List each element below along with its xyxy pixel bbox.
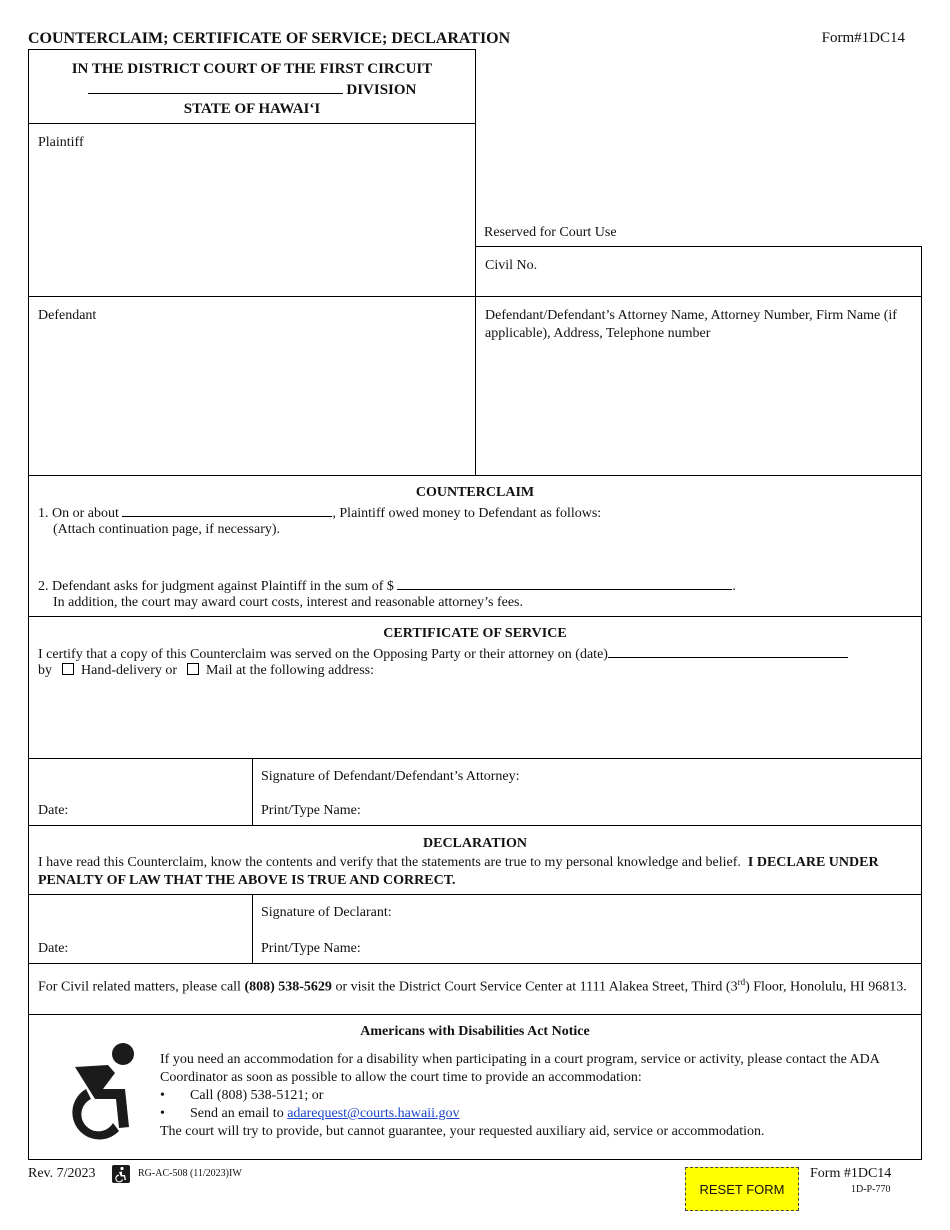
declaration-text: I have read this Counterclaim, know the contents and verify that the statements are true to my personal knowledge and belief. I DECLARE UNDER PENALTY OF LAW THAT THE ABOVE IS TRUE AND CORRECT. [38, 855, 879, 888]
counterclaim-item1: 1. On or about , Plaintiff owed money to Defendant as follows: [38, 503, 601, 523]
ada-notice-box [28, 1014, 922, 1160]
declaration-signature-box[interactable] [252, 894, 922, 964]
accessibility-small-icon [112, 1165, 130, 1183]
certificate-print-label: Print/Type Name: [261, 803, 361, 818]
form-code: RG-AC-508 (11/2023)IW [138, 1168, 242, 1179]
declaration-date-label: Date: [38, 941, 69, 956]
ada-intro: If you need an accommodation for a disability when participating in a court program, service or activity, please contact the ADA Coordinator as soon as possible to allow the court time to provide an accommodation: [160, 1052, 880, 1085]
hand-delivery-checkbox[interactable] [62, 663, 74, 675]
declaration-date-box[interactable] [28, 894, 253, 964]
revision-label: Rev. 7/2023 [28, 1166, 96, 1181]
ada-title: Americans with Disabilities Act Notice [360, 1024, 590, 1039]
certificate-signature-label: Signature of Defendant/Defendant’s Attorney: [261, 769, 520, 784]
civil-info-text: For Civil related matters, please call (808) 538-5629 or visit the District Court Service Center at 1111 Alakea Street, Third (3rd) Floor, Honolulu, HI 96813. [38, 977, 907, 995]
attorney-box[interactable] [475, 296, 922, 476]
court-caption [28, 49, 476, 124]
declaration-print-label: Print/Type Name: [261, 941, 361, 956]
judgment-amount-blank[interactable] [397, 576, 732, 590]
certificate-date-box[interactable] [28, 758, 253, 826]
division-blank[interactable] [88, 79, 343, 94]
division-label: DIVISION [346, 82, 417, 98]
footer-form-number: Form #1DC14 [810, 1166, 892, 1181]
certificate-text: I certify that a copy of this Counterclaim was served on the Opposing Party or their attorney on (date) [38, 644, 848, 664]
form-number: Form#1DC14 [821, 30, 905, 46]
reset-form-button[interactable]: RESET FORM [685, 1167, 799, 1211]
certificate-date-label: Date: [38, 803, 69, 818]
attorney-label: Defendant/Defendant’s Attorney Name, Attorney Number, Firm Name (if applicable), Address, Telephone number [485, 308, 897, 341]
certificate-title: CERTIFICATE OF SERVICE [383, 626, 567, 641]
plaintiff-box[interactable] [28, 123, 476, 297]
service-center-phone: (808) 538-5629 [244, 979, 332, 995]
ada-bullet-email: • Send an email to adarequest@courts.hawaii.gov [160, 1106, 460, 1121]
civil-no-box[interactable] [475, 246, 922, 297]
footer-sub-code: 1D-P-770 [851, 1184, 891, 1195]
ada-email-link[interactable]: adarequest@courts.hawaii.gov [287, 1106, 460, 1121]
civil-no-label: Civil No. [485, 258, 538, 273]
certificate-signature-box[interactable] [252, 758, 922, 826]
accessibility-icon [53, 1037, 148, 1147]
service-date-blank[interactable] [608, 644, 848, 658]
counterclaim-title: COUNTERCLAIM [415, 485, 535, 500]
counterclaim-section [28, 475, 922, 617]
declaration-signature-label: Signature of Declarant: [261, 905, 392, 920]
defendant-box[interactable] [28, 296, 476, 476]
form-title: COUNTERCLAIM; CERTIFICATE OF SERVICE; DECLARATION [28, 30, 511, 47]
service-method: by Hand-delivery or Mail at the following address: [38, 663, 374, 678]
defendant-label: Defendant [38, 308, 97, 323]
ada-bullet-call: • Call (808) 538-5121; or [160, 1088, 324, 1103]
certificate-section [28, 616, 922, 759]
counterclaim-item2-note: In addition, the court may award court costs, interest and reasonable attorney’s fees. [53, 595, 524, 610]
declaration-section [28, 825, 922, 895]
counterclaim-date-blank[interactable] [122, 503, 332, 517]
civil-info-box [28, 963, 922, 1015]
counterclaim-item2: 2. Defendant asks for judgment against Plaintiff in the sum of $ . [38, 576, 736, 596]
court-name: IN THE DISTRICT COURT OF THE FIRST CIRCUIT [71, 61, 433, 77]
plaintiff-label: Plaintiff [38, 135, 84, 150]
ada-closing: The court will try to provide, but cannot guarantee, your requested auxiliary aid, service or accommodation. [160, 1124, 765, 1139]
declaration-title: DECLARATION [423, 836, 527, 851]
counterclaim-item1-note: (Attach continuation page, if necessary). [53, 522, 281, 537]
court-state: STATE OF HAWAI‘I [183, 101, 321, 117]
division-line [29, 79, 475, 100]
mail-checkbox[interactable] [187, 663, 199, 675]
reserved-label: Reserved for Court Use [484, 225, 617, 240]
